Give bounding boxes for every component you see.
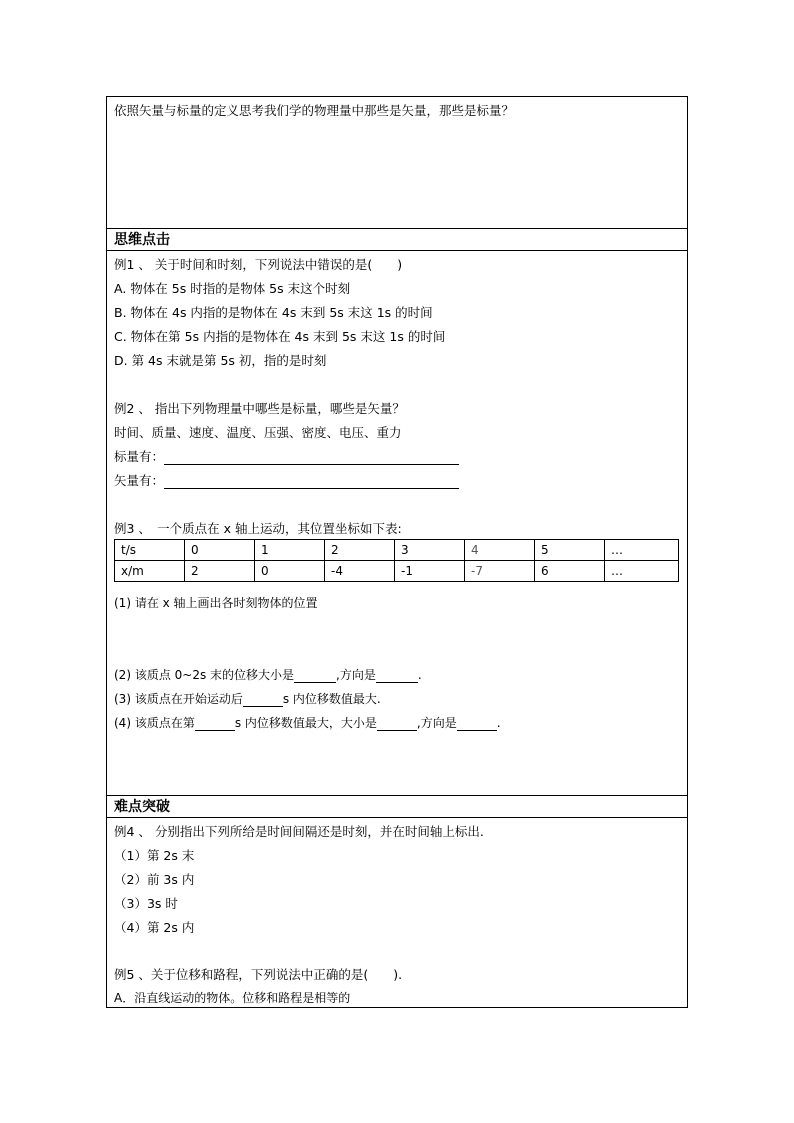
q4-direction-text: ,方向是 xyxy=(416,716,457,730)
ex1-option-c: C. 物体在第 5s 内指的是物体在 4s 末到 5s 末这 1s 的时间 xyxy=(114,329,446,344)
q4-size-blank[interactable] xyxy=(377,717,417,731)
intro-question: 依照矢量与标量的定义思考我们学的物理量中那些是矢量，那些是标量？ xyxy=(114,103,515,118)
ex1-stem: 例1 、 关于时间和时刻，下列说法中错误的是( ) xyxy=(114,257,403,272)
ex1-option-d: D. 第 4s 末就是第 5s 初，指的是时刻 xyxy=(114,353,327,368)
vector-answer-blank[interactable] xyxy=(164,475,459,489)
vector-label: 矢量有： xyxy=(114,473,165,488)
ex4-item-1: （1）第 2s 末 xyxy=(114,848,195,863)
q2-magnitude-blank[interactable] xyxy=(294,669,336,683)
ex2-scalar-row xyxy=(114,449,459,465)
table-row xyxy=(115,561,679,582)
table-cell: 1 xyxy=(255,540,325,561)
scalar-label: 标量有： xyxy=(114,449,165,464)
ex5-option-a: A．沿直线运动的物体。位移和路程是相等的 xyxy=(114,991,351,1005)
q2-text: (2) 该质点 0~2s 末的位移大小是 xyxy=(114,668,295,682)
q4-text: (4) 该质点在第 xyxy=(114,716,195,730)
ex1-option-b: B. 物体在 4s 内指的是物体在 4s 末到 5s 末这 1s 的时间 xyxy=(114,305,433,320)
table-cell: 0 xyxy=(185,540,255,561)
table-cell: -7 xyxy=(465,561,535,582)
divider xyxy=(107,817,687,818)
position-table xyxy=(114,539,679,582)
q3-blank[interactable] xyxy=(243,693,283,707)
table-cell: 5 xyxy=(535,540,605,561)
q4-second-blank[interactable] xyxy=(195,717,235,731)
ex2-quantities: 时间、质量、速度、温度、压强、密度、电压、重力 xyxy=(114,425,402,440)
q4-end: . xyxy=(496,716,501,730)
table-cell: -4 xyxy=(325,561,395,582)
scalar-answer-blank[interactable] xyxy=(164,451,459,465)
divider xyxy=(107,795,687,796)
divider xyxy=(107,250,687,251)
table-cell: 0 xyxy=(255,561,325,582)
ex3-q3 xyxy=(114,691,381,707)
ex1-option-a: A. 物体在 5s 时指的是物体 5s 末这个时刻 xyxy=(114,281,351,296)
table-cell: 2 xyxy=(185,561,255,582)
ex4-stem: 例4 、 分别指出下列所给是时间间隔还是时刻，并在时间轴上标出. xyxy=(114,824,484,839)
ex2-stem: 例2 、 指出下列物理量中哪些是标量，哪些是矢量？ xyxy=(114,401,405,416)
table-cell: 3 xyxy=(395,540,465,561)
divider xyxy=(107,228,687,229)
table-cell: 6 xyxy=(535,561,605,582)
q2-direction-blank[interactable] xyxy=(376,669,418,683)
q3-text: (3) 该质点在开始运动后 xyxy=(114,692,243,706)
worksheet-frame xyxy=(106,96,688,1008)
ex3-q4 xyxy=(114,715,501,731)
ex3-q1: (1) 请在 x 轴上画出各时刻物体的位置 xyxy=(114,596,318,610)
section-title-thinking: 思维点击 xyxy=(114,232,170,248)
ex3-q2 xyxy=(114,667,422,683)
q4-direction-blank[interactable] xyxy=(457,717,497,731)
section-title-difficult: 难点突破 xyxy=(114,799,170,815)
ex2-vector-row xyxy=(114,473,459,489)
table-cell: x/m xyxy=(115,561,185,582)
table-cell: … xyxy=(605,540,679,561)
ex5-stem: 例5 、关于位移和路程，下列说法中正确的是( ). xyxy=(114,967,403,982)
q3-tail: s 内位移数值最大. xyxy=(282,692,381,706)
table-cell: -1 xyxy=(395,561,465,582)
table-cell: 2 xyxy=(325,540,395,561)
q2-direction-text: ,方向是 xyxy=(336,668,376,682)
q2-end: . xyxy=(417,668,422,682)
table-cell: 4 xyxy=(465,540,535,561)
table-cell: … xyxy=(605,561,679,582)
q4-mid: s 内位移数值最大，大小是 xyxy=(234,716,377,730)
ex4-item-4: （4）第 2s 内 xyxy=(114,920,195,935)
table-cell: t/s xyxy=(115,540,185,561)
ex3-stem: 例3 、 一个质点在 x 轴上运动，其位置坐标如下表: xyxy=(114,521,402,536)
ex4-item-3: （3）3s 时 xyxy=(114,896,178,911)
ex4-item-2: （2）前 3s 内 xyxy=(114,872,195,887)
table-row xyxy=(115,540,679,561)
